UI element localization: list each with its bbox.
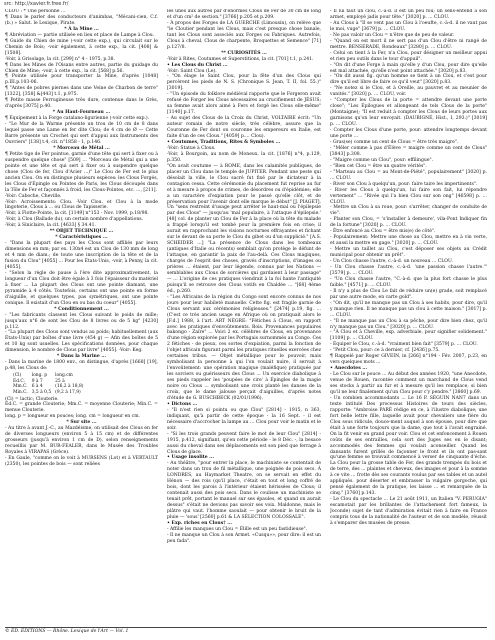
- paragraph: -Voir: Statue à Clous.: [167, 145, 216, 151]
- paragraph: - "Les Africains de la région du Congo sont encore connus de nos jours pour leur habileté manuelle. Cette fig. est fragile garnie de Clous servant aux cérémonies religieuses." [2474] p.19, fig. ... (C'est ce très ancien usage en Afrique où on pratiquait alors le [F.d.] 1988, à l'art. ART NÈGRE: "Fétiches à Clous, en rapport avec les pratiques d'envoûtements. Bois. Provenances populaires bakongo - Zaïre" ... Voici 2 ex. célèbres de Clous, en provenance d'une région explorée par les Portugais surnommés au Congo. Ces 2 fétiches - de pieux, ces sortes d'expiation, parmi la fonction de l'objet africain figurant parmi les pratiques rituelles exercées chez certaines tribus. — Objet métallique pour le pouvoir, mais symbolisant la personne à qui l'on voulait nuire, il servait à l'envoûtement: une opération magique (maléfique) pratiquée par les sorciers ou guérisseurs des Clous ... Un exercice diabolique à ses pieds rappeler les 'poupées de cire' à Épingles de la magie noire ou Clous ... symbolisant une croix planté les danses de la croix, que le dame jalouse perçait d'aiguilles, d'après notes d'étude de G. BUSCHBECK (02/01/1996).: [167, 294, 321, 401]
- paragraph: ¶ Rappelé par Roger GIVEIN, in [266] n°194 - Fév. 2007, p.23, en vers quelques mots ...: [330, 354, 487, 366]
- paragraph: - Populairement: Mettre une chose au Clou, mettre en à vin verte, et aussi la mettre en gage." [3020] p. … CLOU.: [330, 235, 487, 247]
- paragraph: -Voir, à Siniclaire, la cit. [4633] § 34.41.: [5, 223, 96, 229]
- table-cell: long. p: [31, 373, 48, 379]
- paragraph: - Mettre un taillet au Clou, c'est déposer ses objets au Crédit municipal pour obtenir un prêt".: [330, 247, 487, 259]
- text-column-1: [5, 9, 158, 625]
- paragraph: - Il ne manque un Clou à son Armet. «Cusqu»», pour dire: il est un peu fada".: [167, 532, 321, 544]
- paragraph: - "Compter les Clous de la porte = attendre devant une porte close"; "Les Épilogues et allongeant de tels Clous de la porte" (Montaigne); "Il est reduit à compter les Clous de leurs portes aux garnisons qu'on leur envoyait. (DAUBIGNÉ, Hist., I, 293.)" [3019] p. … CLOU.: [330, 98, 487, 128]
- paragraph: -Voir: Acroissements: Clou. -Voir Clou. et Clou à la mode lingoterie, Clous à ... ou Clous de Tapisserie.: [5, 199, 158, 211]
- table-cell: 9 à 7: [31, 378, 43, 384]
- data-table: [13, 373, 88, 395]
- page-footer: © ÉD. ÉDITIONS — Rhône. Lexique de l'Art — Vol. 1: [5, 629, 129, 634]
- paragraph: ** OBJET TECHNIQUE ...: [49, 229, 114, 235]
- paragraph: - "Si les trois grands peuvent faire le mot de leur Clou" [2814] - 1915, p.412, signifiant, qu'en cette période - le 8 Déc. -, la besace aussi du cheval dans ses déplacements est son pied que ferrage à Clous de glace.: [167, 431, 321, 455]
- paragraph: - "Petit Clou, pour: ce à dernier, cf. [2436] p.75.: [330, 348, 440, 354]
- paragraph: - Compter les Clous d'une porte, pour: attendre longtemps devant une porte ...: [330, 128, 487, 140]
- paragraph: • Coutumes, Traditions, Rites & Symboles ...: [167, 139, 281, 145]
- paragraph: - Ne pas valoir un Clou = n'être que de peu de valeur.: [330, 32, 455, 38]
- paragraph: • Usage insolite ...: [167, 455, 215, 461]
- paragraph: ¶ Petite masse Ferrugineuse très dure, contenue dans le Grès, d'après [3075] p.40.: [5, 98, 158, 110]
- paragraph: - "Quand on est mort il ne sert pas d'un Clou d'être ni rangé de mettre. BENSERADE, Rondeaux" [3280] p. … CLOU.: [330, 38, 487, 50]
- paragraph: - Mettre un Clou à sa roue, pour: s'arrêter, changer de conduite de vie".: [330, 205, 487, 217]
- paragraph: - Au théâtre, "pour entrer la place, le machiniste se contentait de noter dans un trou de fil métallique, une poignée de pois secs. À LONDRES, au Haymarket Theatre, on se servait en effet du Hénon — des rois (qu'il place, c'était en tout et long coffré de bois, dont les parois à l'intérieur étaient hérissées de Clous; il contenait aussi des pois secs. Dans le coulisse un machiniste se tenait prêt, portant le manuel sur ses épaules, et quand on aurait dessus" s'était ne devions pas savoir ses voix. Maldonne, mais le plâtre qui vaut. l'homme saoulait — pour obtenir le bruit de la pluie — 'sous' [2560] p.61 & LA SÉLECTION COLOSSALE".: [167, 461, 321, 521]
- paragraph: ¶ "Antes de pobres piernes dans une Veine de Charbon de terre" [1322], [358] &[443] t.1, p.975.: [5, 86, 158, 98]
- paragraph: ¶ Pointe utilisée pour transporter la Mine, d'après [1048] p.III.p.103-06.: [5, 74, 158, 86]
- paragraph: * Au Haut-Fourneau ...: [52, 110, 111, 116]
- paragraph: - "On dit d'une Forge à main qu'elle y d'un Clou, pour dire qu'elle est mal attachée, qu'elle n'est point attachée." [3020] p.83.: [330, 62, 487, 74]
- paragraph: • Anecdotes ...: [330, 366, 368, 372]
- paragraph: long. p = longueur en pouces; long. cm = longueur en cm.: [5, 414, 140, 420]
- paragraph: - "Maigre comme un Clou", pour: effilingue".: [330, 157, 434, 163]
- paragraph: - River son Clou à quelqu'un, pour: faire taire les impertinents".: [330, 181, 478, 187]
- paragraph: - En Gaule, "comme on le voit à MURSENS (Lot) et à VERTAULT (2350), les pointes de bois — sont reliées: [5, 456, 158, 467]
- paragraph: • Les Clous du Christ ...: [167, 62, 228, 68]
- paragraph: -Voir à Rites, Coutumes et Superstitions, la cit. [701] t.1, p.241.: [167, 56, 314, 62]
- paragraph: - Affilie les manques un Clou = Élille est un peu fastidieuse".: [167, 526, 308, 532]
- paragraph: * Sur site ...: [66, 420, 97, 426]
- paragraph: - Le Clou du spectacle ... Le 21 août 1911, un Italien "V. PERUGIA" escamotait par les brillantes de l'attachement fort fameux, la Joconde) sujet de tant d'admiration évitait rien à faire en France compris tous de la nationalité de l'auteur et de son modèle, réussit à s'emparer des musées de presse.: [330, 497, 487, 526]
- table-cell: (Cl): [13, 373, 22, 379]
- text-column-2: [167, 9, 321, 625]
- paragraph: - Planter son Clou, = 's'installer à demeure', vila-Pont Indiquer fin de la fortune" [3020] p. … CLOU.: [330, 217, 487, 229]
- paragraph: -Voir, à Clou (Ballade du), un certain nombre d'appellations.: [5, 217, 144, 223]
- table-cell: 25 à: [55, 378, 65, 384]
- paragraph: ¶ Dans les Mines de l'Oisans entre autres, partie du guidage du Chien de Mine; -voir, à cette exp., la cit. [568] p.56.: [5, 62, 158, 74]
- paragraph: * Caractéristiques ...: [55, 235, 108, 241]
- paragraph: - "Les fabricants classent les Clous suivant le poids de mille; jusqu'aux n°6 de sont les Clou de 8 livres ou de 5 kg" [4230] p.112.: [5, 312, 158, 330]
- paragraph: - Un Clou chasse l'autre, c.-à-d. 'une passion chasse l'autre.'" [3579] p. … CLOU.: [330, 264, 487, 276]
- footer-rule: [5, 627, 487, 628]
- table-cell: (16,2 à 18,8): [55, 384, 84, 390]
- paragraph: • Exp. riches en Clous† ...: [167, 520, 232, 526]
- source-url: src: http://xavier.fr.free.fr/: [4, 1, 69, 7]
- paragraph: - Un Clou chasse l'autre, c.-à-d. un nouveau ... CLOU.: [330, 259, 453, 265]
- table-cell: (9,2 à 17,9): [55, 389, 81, 395]
- paragraph: - Il n'y a plus de Clou Le fait de réduire un(e) grade, soit remplacé par une autre mode, en carte gold".: [330, 288, 487, 300]
- paragraph: * À la Mine ...: [64, 26, 99, 32]
- text-column-3: [330, 9, 487, 625]
- table-cell: 6 à 4: [31, 384, 43, 390]
- paragraph: * Morceau de Métal ...: [53, 145, 110, 151]
- paragraph: - Il lui faut un clou, c.-à-d. il est un peu fou; un sens-entend à son armet, employé jadis pour tête." [3020] p. ... CLOU.: [330, 9, 487, 20]
- paragraph: ¶ Équipement à la Forge catalano-ligurienne (-voir cette exp.).: [5, 116, 150, 122]
- table-row: [13, 390, 88, 396]
- paragraph: ¶ Guide du Chien de mine (-voir cette exp.), qui circulait sur le Chemin de Bois; -voir également, à cette exp., la cit. [408] & [1508].: [5, 38, 158, 56]
- paragraph: - River les Clous à quelqu'un, lui faire son fait, lui répondre vertement" ... "Rivée qui l'a bien Clou sur son ong" [46598] p. … CLOU.: [330, 187, 487, 205]
- paragraph: - À propos des Forges de LA GUERCHE (Limousin), on relève que "le Cloutier pendant les Clous, mais c'est presque chose banale, tant les Clous sont associés aux Forges ou Fabriques. Autrefois, Clous à cheval, Clous de charpente, Broquettes et Semence" [71] p.127/8.: [167, 20, 321, 50]
- paragraph: * Dans la Marine ...: [56, 354, 107, 360]
- paragraph: - "On dit aussi fig. qu'un homme se tient à un Clou, et c'est pour dire qu'il est libre de faire ce qu'il veut" [3020] p.83.: [330, 74, 487, 86]
- paragraph: - "Selon la règle de pause à l'ère dite approximativement, la longueur d'un Clou doit être égale à 3 fois l'épaisseur du matériel à fixer ... La plupart des Clous ont une pointe diamant, une pyramide à 4 côtés. Toutefois, certains ont une pointe en forme d'aiguille, et quelques types, pas symétriques, ont une pointe conique. Il existait d'un Clou en ou bas du coeur" [4055].: [5, 270, 158, 306]
- paragraph: - "On dit, qu'il ne manque pas un Clou à ses habits, pour dire, qu'il y manque rien. Il ne manque pas un clou à cette maison." [3017] p. … CLOU.: [330, 300, 487, 318]
- paragraph: ¶ Petite tige de Fer pointue, garnie d'une tête qui sert à fixer ou à suspendre quelque chose" [509] ... "Morceau de Métal qui a une pointe et une tête et qui sert à fixer ou à suspendre quelque chose (Clou de fer, Clou d'Acier ...)" Le Clou de Fer est le plus ancien Clou. On en distingue plusieurs espèces: les Clous Forgés, les Clous d'Épingle ou Pointes de Paris, les Clous découpés dans la Tôle de Fer et façonnés à froid, les Clous-Pointes, etc. ..., [211].: [5, 151, 158, 193]
- paragraph: -Voir: Caboche, Cheville.: [5, 193, 62, 199]
- paragraph: - Au Clous à "Il se vent pas un Clou à l'oeufte, c.-à-d. il ne vaut pas le moi, vuge" [3679] p. … CLOU.: [330, 20, 487, 32]
- paragraph: CLOU : * Une personne ...: [5, 9, 66, 14]
- paragraph: - Équiper le Clou, c.-à-d. "vraiment bien fait" [3579] p. … CLOU.: [330, 342, 478, 348]
- paragraph: "On avait coutume — à ROME, dans les calamités publiques, de placer un Clou dans le temple de JUPITER. Pendant une peste qui désolait la ville, le Clou sacré fut fixé par le dictateur à la contagion cessa. Cette cérémonie du placement fut reprise au fur et à mesure à propos de crimes, de désordres ou d'épidémies; elle a un caractère d'expiation pour le passé qu'elle clôt, et de préservation pour l'avenir dont elle marque le début" [J. PIAGET]. Un "sens restreint d'usage peut arrêter le haut-mal ou l'épilepsie par des Clous" — jusqu'au 'mal populaire, à l'attaque d'épilepsie.' [48] col. de planter un Clou de Fer à la place où la tête du malade a frappé lorsqu'il est tombé pour la première fois en crise; il aurait en rapprochant les visions nocturnes effrayantes et fichant sur le devant de sa porte le Clou du gibet ou d'un supplicié." [A.S. SCHEIDER ...] "La présence de Clous dans les tombeaux (antiques d'Italie ou récents) semblait qu'on protège le défunt de l'attaque, en garantir la paix de l'au-delà. Ces Clous magiques, chargés de l'esprit des choses, gravés d'inscriptions, d'images ou prières ... étaient, par leur légende, connus par les Nations — semblables aux Clous de sorcières qui gardaient à leur passage" — ... L'origine de ces pratiques viendrait à la foi hante l'antiquité puisqu'il se retrouve des Clous votifs en Chaldée ... "[68] 4ème éd., p.260.: [167, 163, 321, 294]
- paragraph: Éd.C. = grande Clouterie; Mm.C. = moyenne Clouterie; Min.C. = menue Clouterie.: [5, 402, 158, 414]
- paragraph: • Dictons ...: [167, 401, 198, 407]
- paragraph: - "Mêler comme à pas d'Élève = maigre comme un cent de Clous" [3843] p.308.: [330, 145, 487, 157]
- paragraph: - "Marteau au Clou = au Mont-de-Piété", populairement" [3020] p. … CLOU.: [330, 169, 487, 181]
- paragraph: ¶ Abréviation — partie utilisée en lieu et place de Lampe à Clou.: [5, 32, 155, 38]
- paragraph: * Conditionnement ...: [54, 306, 109, 312]
- paragraph: - "Un Clou chasse l'autre, "C.-à-d. que la plus fort chasse le plus faible." [4571] p. … CLOU.: [330, 276, 487, 288]
- table-cell: 3,5 à 0,5: [31, 389, 52, 395]
- table-cell: Éd.C.: [13, 378, 26, 384]
- paragraph: - Un combien accommodants ... Le 16 P. SÉGUIN NAN7 dans un texte intitulé Des processus Histoires de tours des siècles, rapporte: "Ambroise PARÉ rédige en ce, à l'ilustre diabolique; une fort belle lettre fille, laquelle avait pour chevaliers une fière du Clou sous ridicule, douce-ment auquel à son épouse, pour dire que était à une forte toujours que la dame, que tout à l'avait engrainé. On la fit venir en grand pour voir. Clou et cet enfoncement à Rouen coûts de ses entrailles, cela sort des Juges ses en le disant; accommodés des femmes qui voulait aconseiller. Quand les dansants furent grillés de façonner le front et ils ont pas-sant qu'une femme se trouvait commencé à verser de cinquante d'écho. La Clou pour la grosse table de Fer, des grands trempés du bois et de terre, des ... plaintes et cheveux, des images et pour à la somme à ce vite ... frotte dès ses courants voulus par ses tables et un autel appliqués. pour déserter et embrasser la vulgaire gorgoche, qui pensé également de la pratique, les laisse ... et remarquée de la cinq." [3760] p.143.: [330, 395, 487, 497]
- paragraph: - Être enfoncé au Clou = être mis(e) de côté".: [330, 229, 436, 235]
- paragraph: - "Dans la plupart des pays les Clous sont affiliés par leurs dimensions en mm; par ex. 130x4 est un Clou de 130 mm de long et 4 mm de diam.; de toute une inscription de la tête et de la fusion du Clou" [4055] ... Pour les États-Unis, -voir, à Penny, la cit. [4055].: [5, 241, 158, 270]
- paragraph: -Voir, à Flotte-Pointe, la cit. [1149] n°153 - Nov. 1999, p.18/98.: [5, 211, 149, 217]
- paragraph: - "Il n'est rien si pointu ou que Clou" [2814] - 1915, n 363, indiquant, qu'à partir de cette époque - la 16 Sept. - il est nécessaire d'accrocher la lampe au … Clou pour voir le matin et le soir.: [167, 407, 321, 431]
- paragraph: - Dans la marine de 1800 env., on distingue, d'après [1668] [19], p.48, les Clous de:: [5, 360, 158, 372]
- paragraph: (Cl) = lactic; Clouterie.: [5, 396, 59, 402]
- paragraph: -Voir, à Bourgoin, au nom de Moneux, la cit. [1876] n°4, p.129, p.350.: [167, 151, 321, 163]
- paragraph: - Au titre à avant J.-C., au Mazdéisme, on utilisait des Clous en fer de diverses longueurs (environ 5 à 15 cm) et de différentes grosseurs (jusqu'à environ 1 cm de D), selon renseignements recueillis par M. BUR-FEALER, dans le Musée des Troubles Royales à VIRAPAS (Grèce).: [5, 426, 158, 456]
- paragraph: -Voir, à Grisolage, la cit. [299] n° 4 - 1975, p.38.: [5, 56, 115, 62]
- table-cell: Mm.C.: [13, 384, 28, 390]
- paragraph: ** CURIOSITÉS ...: [221, 50, 267, 56]
- paragraph: - "Un épisode du folklore médiéval rapporte que le Forgeron avait refusé de Forger les Clous nécessaires au crucifiement de JÉSUS; sa femme avait alors aimé à Fers et forgé les Clous elle-même" [1140] p.17.: [167, 92, 321, 116]
- paragraph: ¶ Dans le parler des conducteurs d'animbas, "Mécani-cien, C.f.(b.) » Salut. le Lexique, Pirate.: [5, 14, 158, 26]
- paragraph: les unes aux autres par d'énormes Clous de Fer de 30 cm de long et d'un cm² de section." [3766] p.205 et p.209.: [167, 9, 321, 20]
- paragraph: - Gras(se) comme un cent de Clous = être très maigre".: [330, 139, 459, 145]
- table-cell: Min.C.: [13, 389, 28, 395]
- paragraph: - "À Clou et à Cheville, exp. adverbiale, pour signifier solidement." [1109] p. … CLOU.: [330, 330, 487, 342]
- paragraph: - Le Clou sur le pouce ... Au début des années 1920, "une Anecdote, venue de Rouen, racontée comment un marchand de Clous vend ses stocks à partir au fur et à mesure qu'il les remplace, si bien qu'il ne leur finalement qu'un Clou pour c'y pendre." [3860] p.69.: [330, 372, 487, 395]
- paragraph: -Voir: Saint Clou (Le).: [167, 68, 217, 74]
- paragraph: - Au sujet des Clous de la Croix du Christ, VOLTAIRE écrit: "Un auteur romain de notre siècle, très célèbre, assure que la Couronne de Fer dont on couronne les empereurs en Italie, est faite d'un de ces Clous." [4059] p.… Clou).: [167, 116, 321, 140]
- paragraph: - "Le Mur de la Warme présente un trou de 10 cm de 8 dans lequel passe une Lame en fer dite Clou; de 4 cm de Ø — Cette Barre présente un Crochet qui sert d'appui aux Instruments des Ouvriers" [138] t.4, cit. n°1858 - 1, p.146.: [5, 122, 158, 145]
- table-cell: long.cm: [55, 373, 73, 379]
- paragraph: - "Il ne manque pas un Clou à sa pêche, pour dire bien chez, qu'il n'y manque pas un Clou." [3020] p. … CLOU.: [330, 318, 487, 330]
- paragraph: - "Ne notez si le Clou, et à Oreille, au pauvret et au meunier de vanités." [3020] p. … CLOU, voir.: [330, 86, 487, 98]
- paragraph: - "Bien cet Clou = être un quatre vérités".: [330, 163, 427, 169]
- paragraph: - Celui on tient à la Fer, n'a Clou, pour désigner un meilleur appui et rien peu outils dans le tour d'appuil".: [330, 50, 487, 62]
- paragraph: - "On élage le Saint Clou, pour la fête d'un des Clous qui percèrent les pieds de N. S. (Chronique S. Jean, T. II, fol. 55.)" [3019].: [167, 74, 321, 92]
- paragraph: - "La plupart des Clous sont vendus au poids; habituellement (aux États-Unis) par boîtes d'une livre (454 g) — Afin des boîtes de 5 et 10 kg sont usuelles. Les spécifications données, pour chaque dimension, le nombre de Clous par livre" [4055]. -Voir: Keg.: [5, 330, 158, 354]
